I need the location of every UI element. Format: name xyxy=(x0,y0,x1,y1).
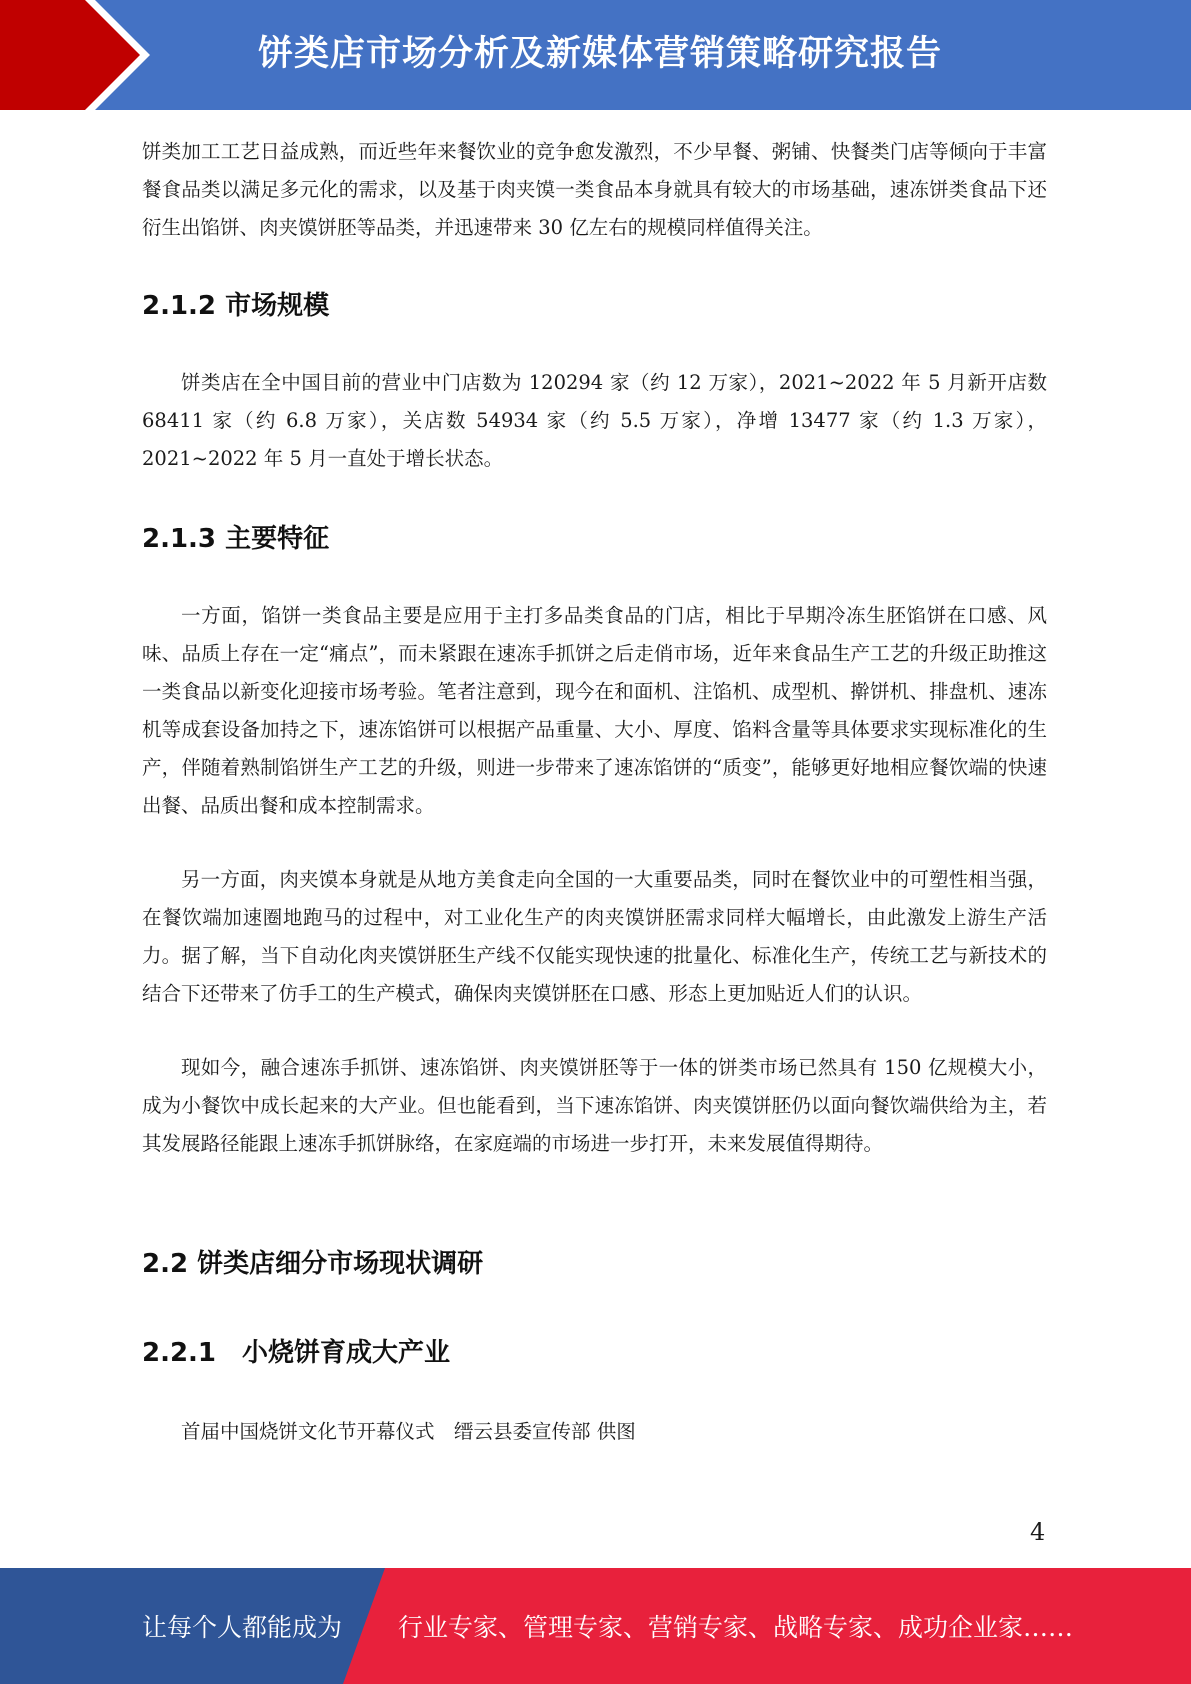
paragraph-features-3: 现如今，融合速冻手抓饼、速冻馅饼、肉夹馍饼胚等于一体的饼类市场已然具有 150 亿规模大小，成为小餐饮中成长起来的大产业。但也能看到，当下速冻馅饼、肉夹馍饼胚仍以面向餐饮端供给为主，若其发展路径能跟上速冻手抓饼脉络，在家庭端的市场进一步打开，未来发展值得期待。 xyxy=(142,1056,1047,1155)
intro-paragraph: 饼类加工工艺日益成熟，而近些年来餐饮业的竞争愈发激烈，不少早餐、粥铺、快餐类门店等倾向于丰富餐食品类以满足多元化的需求，以及基于肉夹馍一类食品本身就具有较大的市场基础，速冻饼类食品下还衍生出馅饼、肉夹馍饼胚等品类，并迅速带来 30 亿左右的规模同样值得关注。 xyxy=(142,140,1047,239)
paragraph-features-2: 另一方面，肉夹馍本身就是从地方美食走向全国的一大重要品类，同时在餐饮业中的可塑性相当强，在餐饮端加速圈地跑马的过程中，对工业化生产的肉夹馍饼胚需求同样大幅增长，由此激发上游生产活力。据了解，当下自动化肉夹馍饼胚生产线不仅能实现快速的批量化、标准化生产，传统工艺与新技术的结合下还带来了仿手工的生产模式，确保肉夹馍饼胚在口感、形态上更加贴近人们的认识。 xyxy=(142,868,1047,1005)
page-number: 4 xyxy=(1030,1518,1046,1546)
heading-2-2-1: 2.2.1 小烧饼育成大产业 xyxy=(142,1338,451,1368)
page-content xyxy=(142,133,1047,1451)
heading-2-1-3: 2.1.3 主要特征 xyxy=(142,524,330,554)
heading-2-2: 2.2 饼类店细分市场现状调研 xyxy=(142,1249,484,1279)
page-header xyxy=(0,0,1191,110)
red-chevron-decoration xyxy=(0,0,160,110)
report-title: 饼类店市场分析及新媒体营销策略研究报告 xyxy=(258,34,943,74)
page-footer xyxy=(0,1568,1191,1684)
footer-slogan-right: 行业专家、管理专家、营销专家、战略专家、成功企业家…… xyxy=(398,1613,1074,1642)
paragraph-features-1: 一方面，馅饼一类食品主要是应用于主打多品类食品的门店，相比于早期冷冻生胚馅饼在口感、风味、品质上存在一定“痛点”，而未紧跟在速冻手抓饼之后走俏市场，近年来食品生产工艺的升级正助推这一类食品以新变化迎接市场考验。笔者注意到，现今在和面机、注馅机、成型机、擀饼机、排盘机、速冻机等成套设备加持之下，速冻馅饼可以根据产品重量、大小、厚度、馅料含量等具体要求实现标准化的生产，伴随着熟制馅饼生产工艺的升级，则进一步带来了速冻馅饼的“质变”，能够更好地相应餐饮端的快速出餐、品质出餐和成本控制需求。 xyxy=(142,604,1047,817)
footer-slogan-left: 让每个人都能成为 xyxy=(142,1613,343,1642)
paragraph-market-size: 饼类店在全中国目前的营业中门店数为 120294 家（约 12 万家），2021~2022 年 5 月新开店数 68411 家（约 6.8 万家），关店数 54934 家（约 5.5 万家），净增 13477 家（约 1.3 万家），2021~2022 年 5 月一直处于增长状态。 xyxy=(142,371,1047,470)
heading-2-1-2: 2.1.2 市场规模 xyxy=(142,291,330,321)
image-caption: 首届中国烧饼文化节开幕仪式 缙云县委宣传部 供图 xyxy=(181,1420,636,1443)
